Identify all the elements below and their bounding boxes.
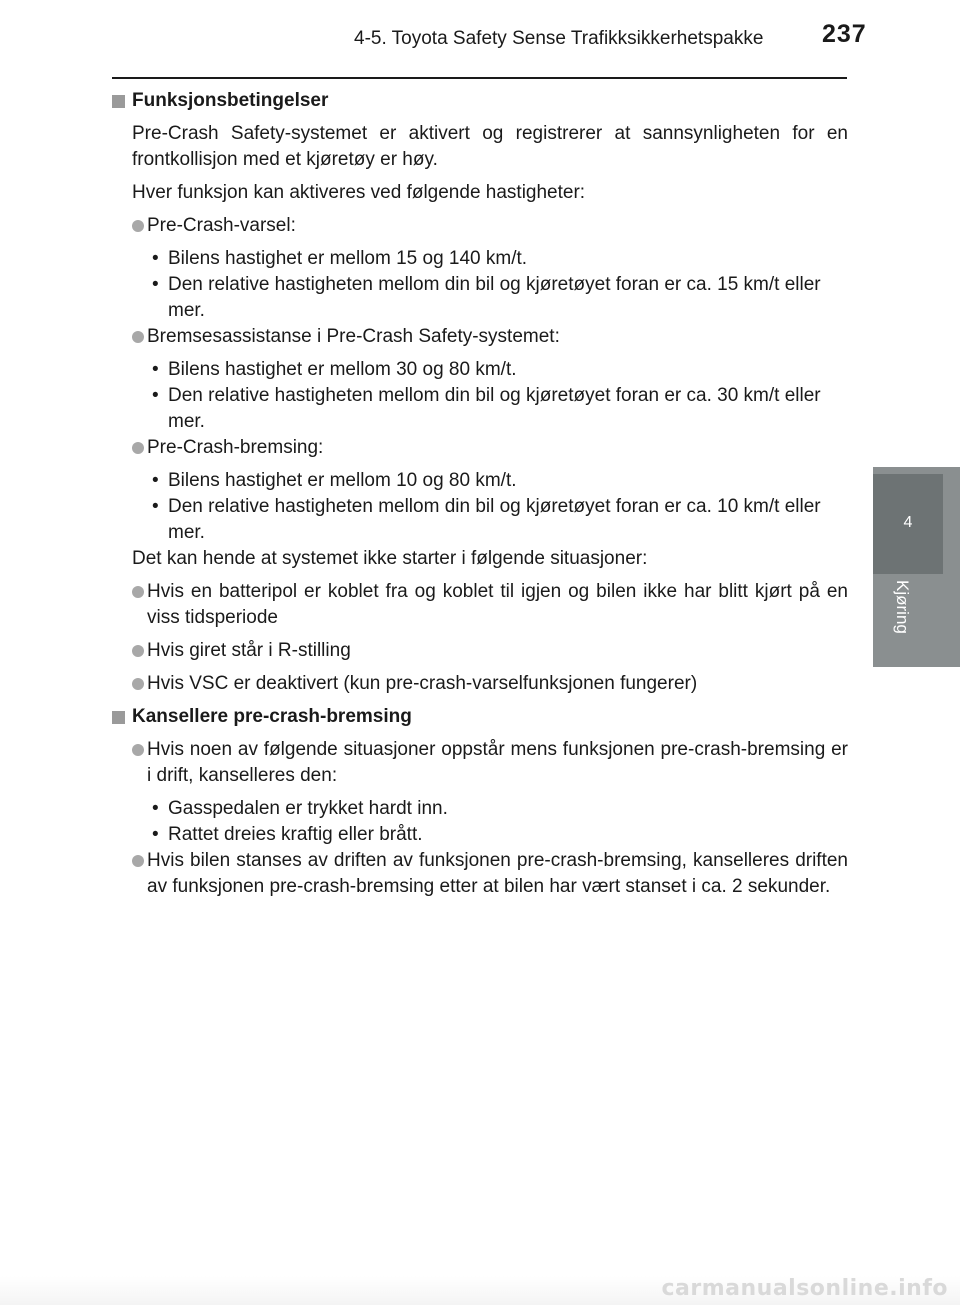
list-item [132,579,848,631]
sub-list-item: • Bilens hastighet er mellom 15 og 140 km/t. [152,246,848,272]
circle-bullet-icon [132,220,144,232]
page-number: 237 [822,20,867,48]
chapter-label: Kjøring [893,580,912,634]
footer-watermark-band [0,1276,960,1305]
sub-list-item: • Bilens hastighet er mellom 10 og 80 km/t. [152,468,848,494]
sub-list-item: • Den relative hastigheten mellom din bil og kjøretøyet foran er ca. 30 km/t eller mer. [152,383,848,435]
list-item-label: Bremsesassistanse i Pre-Crash Safety-systemet: [147,326,560,347]
header-rule [112,77,847,79]
circle-bullet-icon [132,855,144,867]
list-item-label: Pre-Crash-bremsing: [147,437,324,458]
sub-list-item-text: Gasspedalen er trykket hardt inn. [168,798,448,819]
list-item-text: Hvis giret står i R-stilling [147,640,351,661]
circle-bullet-icon [132,744,144,756]
sub-list-item-text: Den relative hastigheten mellom din bil og kjøretøyet foran er ca. 30 km/t eller mer. [168,385,821,432]
chapter-number: 4 [873,474,943,574]
circle-bullet-icon [132,442,144,454]
square-bullet-icon [112,711,125,724]
section-heading-text: Kansellere pre-crash-bremsing [132,706,412,727]
watermark-text: carmanualsonline.info [661,1276,948,1301]
sub-list-item: • Den relative hastigheten mellom din bil og kjøretøyet foran er ca. 10 km/t eller mer. [152,494,848,546]
list-item [132,213,848,239]
list-item-text: Hvis en batteripol er koblet fra og koblet til igjen og bilen ikke har blitt kjørt på en viss tidsperiode [147,581,848,628]
speeds-intro: Hver funksjon kan aktiveres ved følgende hastigheter: [132,182,586,203]
list-item [132,324,848,350]
sub-list-item-text: Rattet dreies kraftig eller brått. [168,824,423,845]
list-item-text: Hvis VSC er deaktivert (kun pre-crash-varselfunksjonen fungerer) [147,673,698,694]
page-header-title: 4-5. Toyota Safety Sense Trafikksikkerhetspakke [354,28,764,49]
sub-list-item-text: Den relative hastigheten mellom din bil og kjøretøyet foran er ca. 10 km/t eller mer. [168,496,821,543]
list-item-label: Pre-Crash-varsel: [147,215,296,236]
sub-list-item-text: Bilens hastighet er mellom 15 og 140 km/t. [168,248,528,269]
list-item [132,737,848,789]
list-item-text: Hvis bilen stanses av driften av funksjonen pre-crash-bremsing, kanselleres driften av funksjonen pre-crash-bremsing etter at bilen har vært stanset i ca. 2 sekunder. [147,850,848,897]
section-heading-text: Funksjonsbetingelser [132,90,329,111]
list-item-text: Hvis noen av følgende situasjoner oppstår mens funksjonen pre-crash-bremsing er i drift, kanselleres den: [147,739,848,786]
conditions-intro: Pre-Crash Safety-systemet er aktivert og registrerer at sannsynligheten for en frontkollisjon med et kjøretøy er høy. [132,123,848,170]
section-heading-cancel [110,704,848,730]
circle-bullet-icon [132,331,144,343]
sub-list-item: • Bilens hastighet er mellom 30 og 80 km/t. [152,357,848,383]
circle-bullet-icon [132,645,144,657]
sub-list-item-text: Den relative hastigheten mellom din bil og kjøretøyet foran er ca. 15 km/t eller mer. [168,274,821,321]
section-heading-conditions [110,88,848,114]
sub-list-item: • Den relative hastigheten mellom din bil og kjøretøyet foran er ca. 15 km/t eller mer. [152,272,848,324]
square-bullet-icon [112,95,125,108]
sub-list-item-text: Bilens hastighet er mellom 10 og 80 km/t. [168,470,517,491]
sub-list-item: • Gasspedalen er trykket hardt inn. [152,796,848,822]
page-content [110,88,848,900]
list-item [132,848,848,900]
list-item [132,638,848,664]
not-start-intro: Det kan hende at systemet ikke starter i følgende situasjoner: [132,548,648,569]
list-item [132,671,848,697]
sub-list-item: • Rattet dreies kraftig eller brått. [152,822,848,848]
circle-bullet-icon [132,678,144,690]
circle-bullet-icon [132,586,144,598]
sub-list-item-text: Bilens hastighet er mellom 30 og 80 km/t. [168,359,517,380]
list-item [132,435,848,461]
